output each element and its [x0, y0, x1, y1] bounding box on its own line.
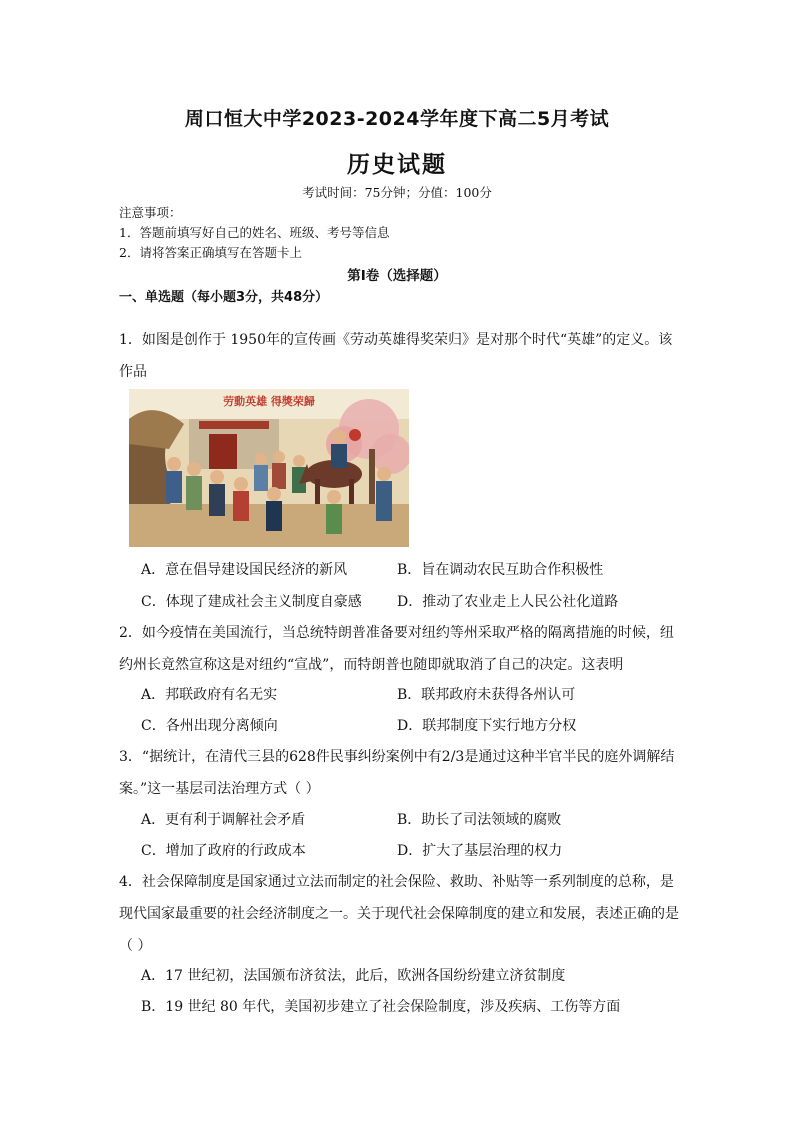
option-c: C．体现了建成社会主义制度自豪感: [141, 594, 362, 610]
question-3-stem: [119, 741, 681, 805]
question-1-stem: [119, 324, 681, 388]
exam-meta: 考试时间：75分钟；分值：100分: [302, 185, 492, 200]
stem-line: 作品: [119, 364, 147, 380]
option-c: C．增加了政府的行政成本: [141, 843, 306, 859]
option-a: A．更有利于调解社会矛盾: [141, 812, 306, 828]
propaganda-poster-image: [129, 389, 409, 547]
stem-line: （ ）: [119, 938, 152, 954]
option-b: B．联邦政府未获得各州认可: [397, 687, 576, 703]
question-2-stem: [119, 617, 681, 681]
stem-line: 4．社会保障制度是国家通过立法而制定的社会保险、救助、补贴等一系列制度的总称，是: [119, 874, 674, 890]
option-b: B．助长了司法领域的腐败: [397, 812, 562, 828]
option-c: C．各州出现分离倾向: [141, 718, 278, 734]
option-d: D．推动了农业走上人民公社化道路: [397, 594, 619, 610]
stem-line: 现代国家最重要的社会经济制度之一。关于现代社会保障制度的建立和发展，表述正确的是: [119, 906, 679, 922]
exam-subject: 历史试题: [347, 152, 447, 178]
stem-line: 1．如图是创作于 1950年的宣传画《劳动英雄得奖荣归》是对那个时代“英雄”的定义。该: [119, 332, 673, 348]
option-b: B．旨在调动农民互助合作积极性: [397, 562, 604, 578]
notes-item: 2．请将答案正确填写在答题卡上: [119, 245, 302, 260]
notes-item: 1．答题前填写好自己的姓名、班级、考号等信息: [119, 225, 390, 240]
option-a: A．邦联政府有名无实: [141, 687, 278, 703]
option-a: A．意在倡导建设国民经济的新风: [141, 562, 348, 578]
stem-line: 2．如今疫情在美国流行，当总统特朗普准备要对纽约等州采取严格的隔离措施的时候，纽: [119, 625, 674, 641]
option-b: B．19 世纪 80 年代，美国初步建立了社会保险制度，涉及疾病、工伤等方面: [141, 999, 621, 1015]
section-title: 第I卷（选择题）: [347, 268, 447, 284]
question-4-stem: [119, 866, 681, 962]
notes-heading: 注意事项：: [119, 205, 182, 220]
exam-title: 周口恒大中学2023-2024学年度下高二5月考试: [184, 108, 610, 130]
notes-block: [119, 203, 389, 263]
option-a: A．17 世纪初，法国颁布济贫法，此后，欧洲各国纷纷建立济贫制度: [141, 968, 566, 984]
option-d: D．联邦制度下实行地方分权: [397, 718, 577, 734]
stem-line: 约州长竟然宣称这是对纽约“宣战”，而特朗普也随即就取消了自己的决定。这表明: [119, 657, 624, 673]
stem-line: 3．“据统计，在清代三县的628件民事纠纷案例中有2/3是通过这种半官半民的庭外调解结: [119, 749, 675, 765]
option-d: D．扩大了基层治理的权力: [397, 843, 563, 859]
poster-caption: 劳動英雄 得獎荣歸: [223, 395, 315, 408]
part-title: 一、单选题（每小题3分，共48分）: [119, 290, 329, 305]
stem-line: 案。”这一基层司法治理方式（ ）: [119, 781, 320, 797]
